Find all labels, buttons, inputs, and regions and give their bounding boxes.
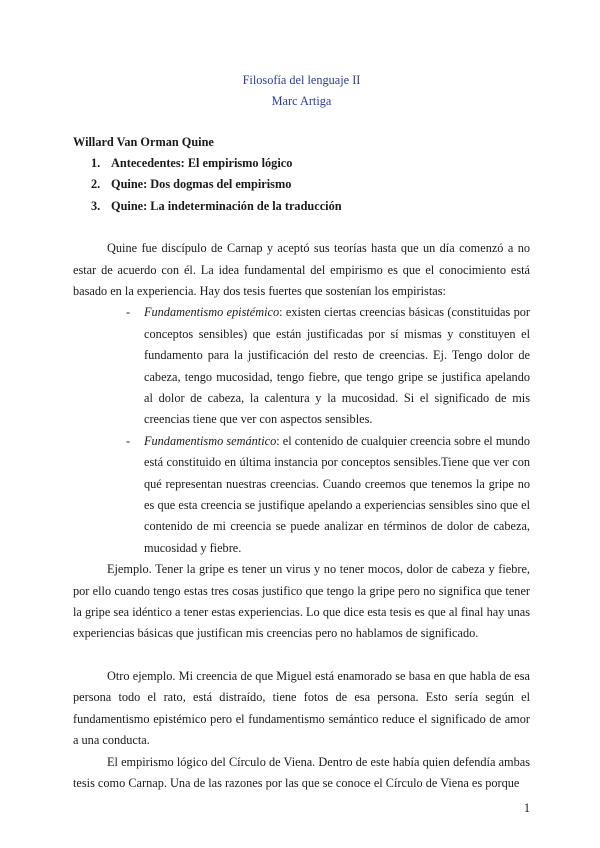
bullet-term: Fundamentismo epistémico [144, 305, 280, 320]
bullet-semantic: - Fundamentismo semántico: el contenido de cualquier creencia sobre el mundo está constituido en última instancia por conceptos sensibles.Tiene que ver con qué representan nuestras creencias. Cuando creemos que tenemos la gripe no es que esta creencia se justifique apelando a experiencias sensibles sino que el contenido de mi creencia se puede analizar en términos de dolor de cabeza, mucosidad y fiebre. [126, 433, 530, 555]
page-header [73, 70, 530, 112]
intro-paragraph: Quine fue discípulo de Carnap y aceptó sus teorías hasta que un día comenzó a no estar de acuerdo con él. La idea fundamental del empirismo es que el conocimiento está basado en la experiencia. Hay dos tesis fuertes que sostenían los empiristas: [73, 241, 530, 298]
course-title: Filosofía del lenguaje II [242, 73, 361, 87]
example-paragraph: Ejemplo. Tener la gripe es tener un virus y no tener mocos, dolor de cabeza y fiebre, por ello cuando tengo estas tres cosas justifico que tengo la gripe pero no significa que tener la gripe sea idéntico a tener estas experiencias. Lo que dice esta tesis es que al final hay unas experiencias básicas que justifican mis creencias pero no hablamos de significado. [73, 562, 530, 641]
professor-name: Marc Artiga [271, 94, 332, 108]
toc-item: 3. Quine: La indeterminación de la traducción [91, 198, 342, 213]
toc-item: 2. Quine: Dos dogmas del empirismo [91, 177, 292, 192]
bullet-term: Fundamentismo semántico [144, 433, 277, 448]
bullet-epistemic: - Fundamentismo epistémico: existen ciertas creencias básicas (constituidas por conceptos sensibles) que están justificadas por sí mismas y constituyen el fundamento para la justificación del resto de creencias. Ej. Tengo dolor de cabeza, tengo mucosidad, tengo fiebre, que tengo gripe se justifica apelando al dolor de cabeza, la calentura y la mucosidad. Si el significado de mis creencias tiene que ver con aspectos sensibles. [126, 305, 530, 427]
toc-item: 1. Antecedentes: El empirismo lógico [91, 156, 293, 170]
author-heading: Willard Van Orman Quine [73, 135, 214, 149]
vienna-paragraph: El empirismo lógico del Círculo de Viena. Dentro de este había quien defendía ambas tesis como Carnap. Una de las razones por las que se conoce el Círculo de Viena es porque [73, 754, 530, 790]
page-number: 1 [523, 801, 530, 815]
example-paragraph-2: Otro ejemplo. Mi creencia de que Miguel está enamorado se basa en que habla de esa persona todo el rato, está distraído, tiene fotos de esa persona. Esto sería según el fundamentismo epistémico pero el fundamentismo semántico reduce el significado de amor a una conducta. [73, 668, 530, 748]
table-of-contents [73, 153, 530, 217]
